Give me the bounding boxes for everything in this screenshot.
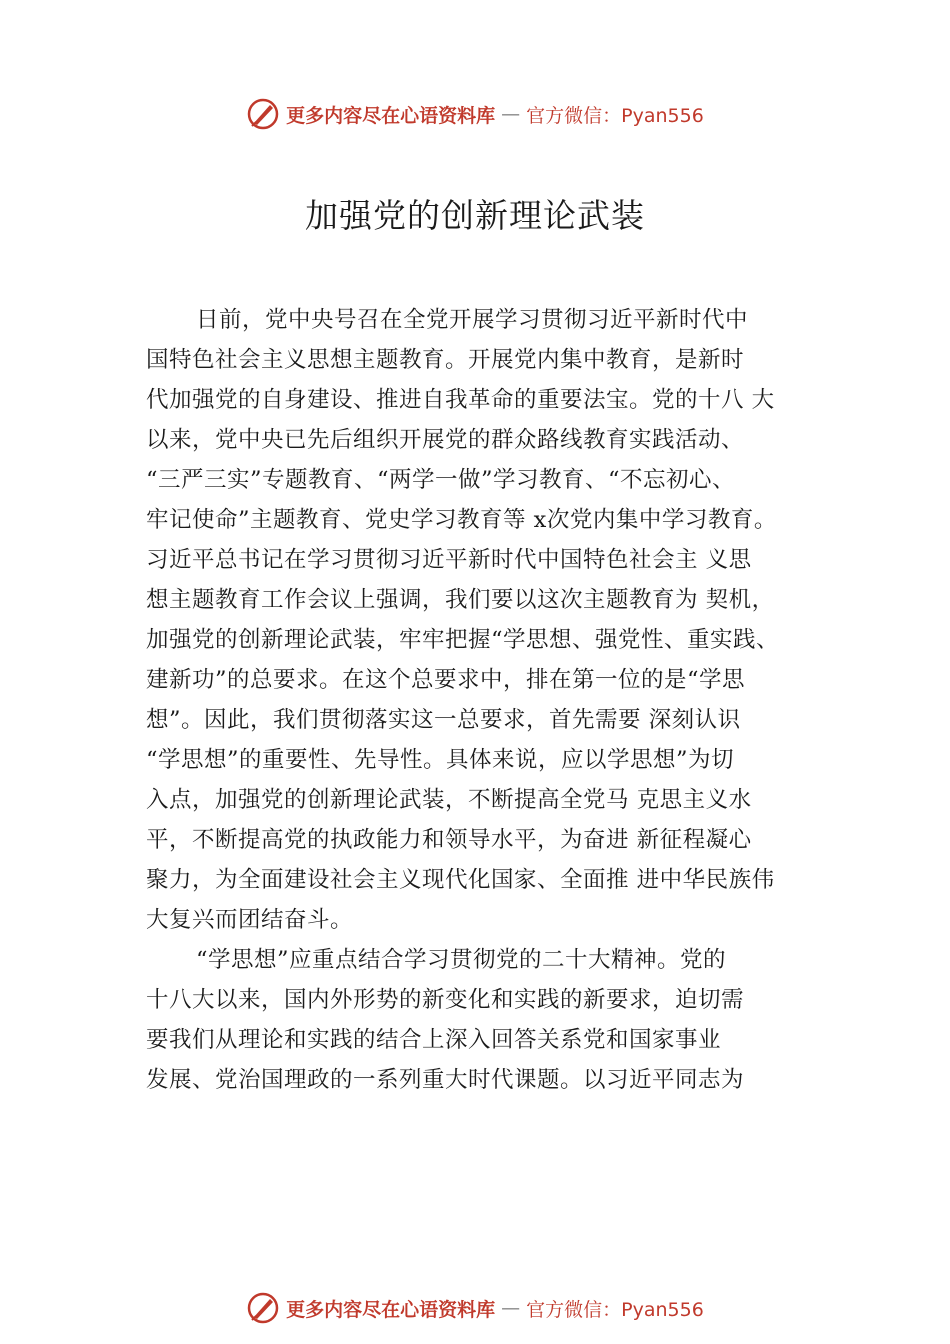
banner-dash: — bbox=[501, 1297, 521, 1319]
text-line: 建新功”的总要求。在这个总要求中，排在第一位的是“学思 bbox=[146, 667, 746, 693]
text-line: 要我们从理论和实践的结合上深入回答关系党和国家事业 bbox=[146, 1027, 722, 1053]
document-title: 加强党的创新理论武装 bbox=[305, 196, 645, 235]
text-line: 想”。因此，我们贯彻落实这一总要求，首先需要 深刻认识 bbox=[146, 707, 741, 733]
text-line: 平，不断提高党的执政能力和领导水平，为奋进 新征程凝心 bbox=[146, 827, 752, 853]
brand-text: 更多内容尽在心语资料库 bbox=[286, 104, 496, 127]
header-banner bbox=[0, 94, 950, 134]
document-body bbox=[146, 300, 836, 1100]
text-line: 日前，党中央号召在全党开展学习贯彻习近平新时代中 bbox=[196, 307, 749, 333]
text-line: “学思想”应重点结合学习贯彻党的二十大精神。党的 bbox=[196, 947, 727, 973]
text-line: 牢记使命”主题教育、党史学习教育等 x次党内集中学习教育。 bbox=[146, 507, 777, 533]
contact-text: 官方微信：Pyan556 bbox=[526, 104, 704, 127]
quill-pen-logo-icon bbox=[246, 1291, 280, 1325]
footer-banner bbox=[0, 1288, 950, 1328]
quill-pen-logo-icon bbox=[246, 97, 280, 131]
text-line: 大复兴而团结奋斗。 bbox=[146, 907, 354, 933]
text-line: 想主题教育工作会议上强调，我们要以这次主题教育为 契机， bbox=[146, 587, 775, 613]
brand-text: 更多内容尽在心语资料库 bbox=[286, 1298, 496, 1321]
text-line: 十八大以来，国内外形势的新变化和实践的新要求，迫切需 bbox=[146, 987, 745, 1013]
text-line: 以来，党中央已先后组织开展党的群众路线教育实践活动、 bbox=[146, 427, 745, 453]
banner-dash: — bbox=[501, 103, 521, 125]
text-line: 习近平总书记在学习贯彻习近平新时代中国特色社会主 义思 bbox=[146, 547, 752, 573]
text-line: 加强党的创新理论武装，牢牢把握“学思想、强党性、重实践、 bbox=[146, 627, 780, 653]
contact-text: 官方微信：Pyan556 bbox=[526, 1298, 704, 1321]
text-line: 发展、党治国理政的一系列重大时代课题。以习近平同志为 bbox=[146, 1067, 745, 1093]
text-line: 代加强党的自身建设、推进自我革命的重要法宝。党的十八 大 bbox=[146, 387, 775, 413]
text-line: “三严三实”专题教育、“两学一做”学习教育、“不忘初心、 bbox=[146, 467, 736, 493]
text-line: 聚力，为全面建设社会主义现代化国家、全面推 进中华民族伟 bbox=[146, 867, 775, 893]
text-line: 入点，加强党的创新理论武装，不断提高全党马 克思主义水 bbox=[146, 787, 752, 813]
text-line: “学思想”的重要性、先导性。具体来说，应以学思想”为切 bbox=[146, 747, 735, 773]
text-line: 国特色社会主义思想主题教育。开展党内集中教育，是新时 bbox=[146, 347, 745, 373]
